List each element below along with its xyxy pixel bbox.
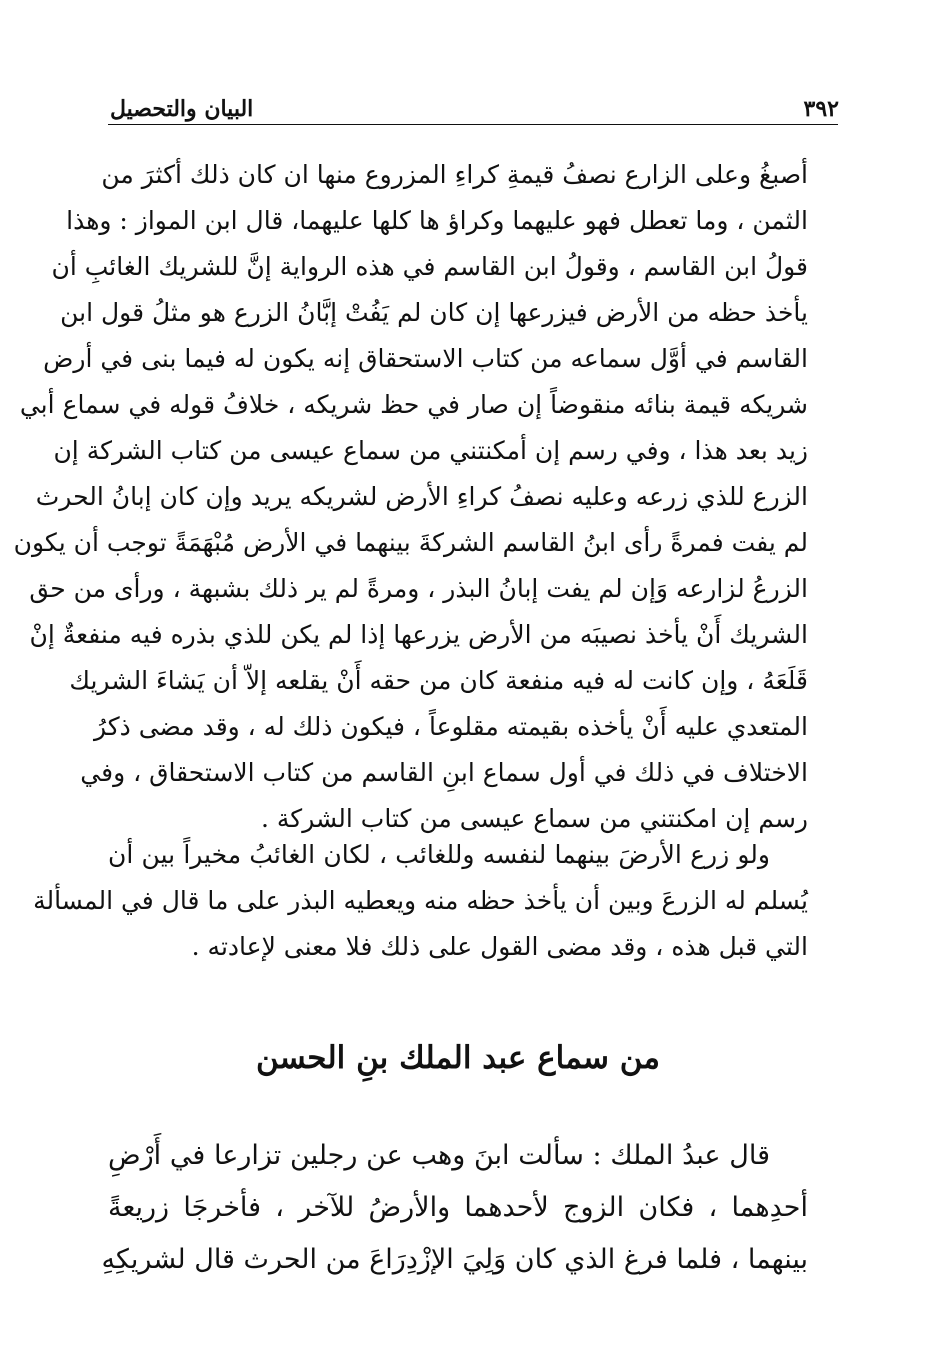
text-line: يأخذ حظه من الأرض فيزرعها إن كان لم يَفُتْ إبَّانُ الزرع هو مثلُ قول ابن bbox=[60, 298, 808, 327]
header-rule bbox=[108, 124, 838, 125]
text-line: الزرع للذي زرعه وعليه نصفُ كراءِ الأرض لشريكه يريد وإن كان إبانُ الحرث bbox=[35, 482, 808, 511]
paragraph-2 bbox=[33, 832, 808, 970]
running-head bbox=[110, 86, 839, 122]
text-line: أحدِهما ، فكان الزوج لأحدهما والأرضُ للآخر ، فأخرجَا زريعةً bbox=[108, 1192, 808, 1223]
text-line: المتعدي عليه أَنْ يأخذه بقيمته مقلوعاً ، فيكون ذلك له ، وقد مضى ذكرُ bbox=[93, 712, 808, 741]
text-line: قَلَعَهُ ، وإن كانت له فيه منفعة كان من حقه أَنْ يقلعه إلاّ أن يَشاءَ الشريك bbox=[69, 666, 808, 695]
section-heading: من سماع عبد الملك بنِ الحسن bbox=[255, 1040, 661, 1076]
text-line: الشريك أَنْ يأخذ نصيبَه من الأرض يزرعها إذا لم يكن للذي بذره فيه منفعةٌ إنْ bbox=[29, 620, 808, 649]
book-title: البيان والتحصيل bbox=[110, 96, 254, 122]
text-line: الثمن ، وما تعطل فهو عليهما وكراؤ ها كلها عليهما، قال ابن المواز : وهذا bbox=[66, 206, 808, 235]
text-line: التي قبل هذه ، وقد مضى القول على ذلك فلا معنى لإعادته . bbox=[191, 932, 808, 961]
text-line: قولُ ابن القاسم ، وقولُ ابن القاسم في هذه الرواية إنَّ للشريك الغائبِ أن bbox=[51, 252, 808, 281]
page-number: ٣٩٢ bbox=[803, 96, 839, 122]
text-line: قال عبدُ الملك : سألت ابنَ وهب عن رجلين تزارعا في أَرْضِ bbox=[108, 1140, 770, 1171]
text-line: زيد بعد هذا ، وفي رسم إن أمكنتني من سماع عيسى من كتاب الشركة إن bbox=[53, 436, 808, 465]
text-line: لم يفت فمرةً رأى ابنُ القاسم الشركةَ بينهما في الأرض مُبْهَمَةً توجب أن يكون bbox=[13, 528, 808, 557]
text-line: يُسلم له الزرعَ وبين أن يأخذ حظه منه ويعطيه البذر على ما قال في المسألة bbox=[33, 886, 808, 915]
text-line: أصبغُ وعلى الزارع نصفُ قيمةِ كراءِ المزروع منها ان كان ذلك أكثرَ من bbox=[101, 160, 808, 189]
text-line: ولو زرع الأرضَ بينهما لنفسه وللغائب ، لكان الغائبُ مخيراً بين أن bbox=[108, 840, 770, 869]
paragraph-1 bbox=[13, 152, 808, 842]
paragraph-3 bbox=[101, 1130, 808, 1286]
text-line: شريكه قيمة بنائه منقوضاً إن صار في حظ شريكه ، خلافُ قوله في سماع أبي bbox=[19, 390, 808, 419]
text-line: الاختلاف في ذلك في أول سماع ابنِ القاسم من كتاب الاستحقاق ، وفي bbox=[80, 758, 808, 787]
text-line: بينهما ، فلما فرغ الذي كان وَلِيَ الإزْدِرَاعَ من الحرث قال لشريكِهِ bbox=[101, 1244, 808, 1275]
text-line: القاسم في أوَّل سماعه من كتاب الاستحقاق إنه يكون له فيما بنى في أرض bbox=[43, 344, 808, 373]
text-line: رسم إن امكنتني من سماع عيسى من كتاب الشركة . bbox=[261, 804, 808, 833]
text-line: الزرعُ لزارعه وَإن لم يفت إبانُ البذر ، ومرةً لم ير ذلك بشبهة ، ورأى من حق bbox=[29, 574, 808, 603]
